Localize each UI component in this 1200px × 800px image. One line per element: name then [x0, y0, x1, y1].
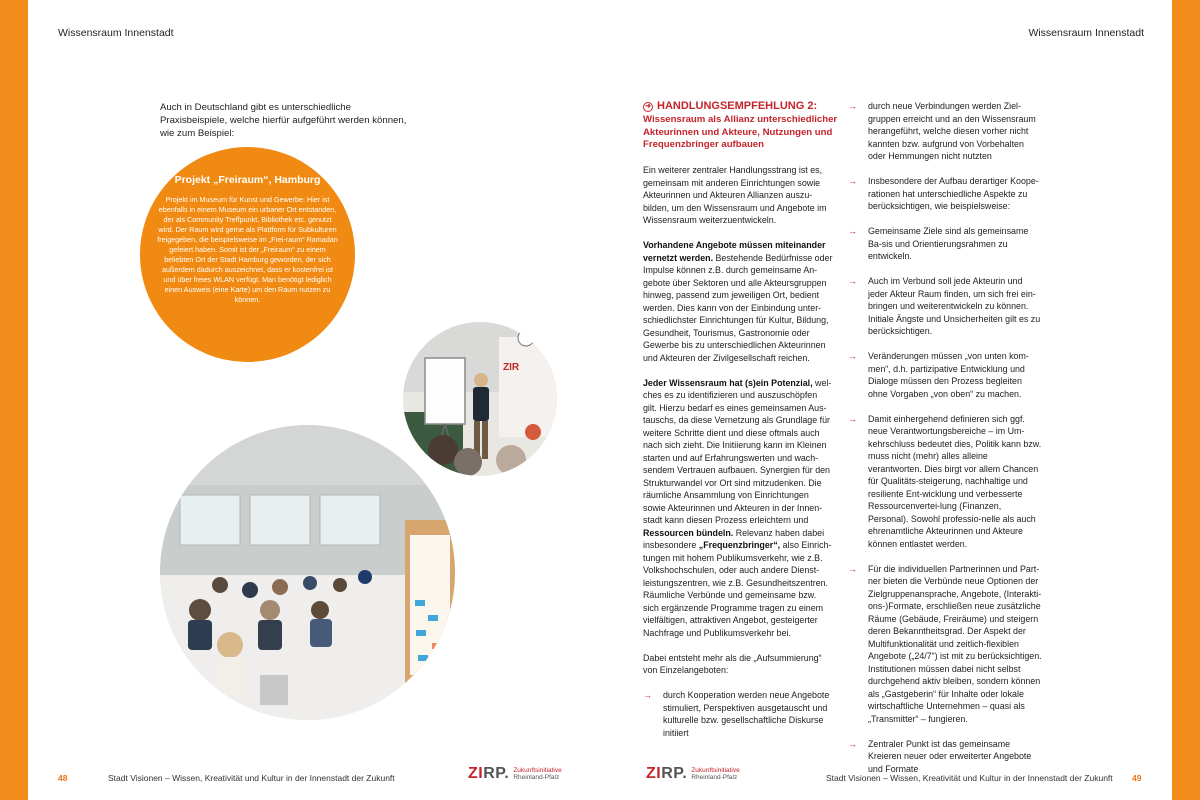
text-column-1: [643, 164, 833, 752]
project-title: Projekt „Freiraum“, Hamburg: [174, 174, 321, 186]
bullet-item: → Damit einhergehend definieren sich ggf. neue Verantwortungsbereiche – im Um-kehrschluss bedeutet dies, Politik kann bzw. muss nicht (mehr) alles alleine verantworten. Dies birgt vor allem Chancen für Qualitäts-steigerung, nachhaltige und resiliente Ent-wicklung und verbesserte Ressourcenvertei-lung (Finanzen, Personal). Sowohl professio-nelle als auch ehrenamtliche Akteurinnen und Akteure können entlastet werden.: [848, 413, 1042, 549]
presentation-photo: [403, 322, 557, 476]
recommendation-subtitle: Wissensraum als Allianz unterschiedlicher Akteurinnen und Akteure, Nutzungen und Frequenzbringer aufbauen: [643, 114, 838, 150]
bullet-item: → Auch im Verbund soll jede Akteurin und jeder Akteur Raum finden, um sich frei ein-bringen und weiterentwickeln zu können. Initiale Ängste und Unsicherheiten gilt es zu berücksichtigen.: [848, 276, 1041, 336]
recommendation-heading: [643, 100, 840, 152]
arrow-circle-icon: ➜: [643, 102, 653, 112]
page-number-left: 48: [58, 773, 68, 783]
intro-text: Auch in Deutschland gibt es unterschiedliche Praxisbeispiele, welche hierfür aufgeführt werden können, wie zum Beispiel:: [160, 102, 407, 139]
bullet-item: → Für die individuellen Partnerinnen und Part-ner bieten die Verbünde neue Optionen der Zielgruppenansprache, Angebote, (Interakti-ons-)Formate, erschließen neue zusätzliche Räume (Gebäude, Freiräume) und steigern deren Bekanntheitsgrad. Der Aspekt der Multifunktionalität und zeitlich-flexiblen Angebote („24/7“) ist mit zu berücksichtigen. Institutionen müssen dabei nicht selbst durchgehend aktiv bleiben, sondern können als „Gastgeberin“ für Inhalte oder lokale wirtschaftliche Unternehmen – quasi als „Transmitter“ – fungieren.: [848, 563, 1042, 724]
project-text: Projekt im Museum für Kunst und Gewerbe: Hier ist ebenfalls in einem Museum ein urbaner Ort entstanden, der als Community Treffpunkt, Bibliothek etc. genutzt wird. Der Raum wird gerne als Plattform für Subkulturen freigegeben, die beispielsweise im „Frei-raum“ Ramadan gefeiert haben. Somit ist der „Freiraum“ zu einem beliebten Ort der Stadt Hamburg geworden, der sich außerdem dadurch auszeichnet, dass er kostenfrei ist und über freies WLAN verfügt. Man benötigt lediglich einen Ausweis (eine Karte) um den Raum nutzen zu können.: [157, 194, 338, 304]
arrow-right-icon: →: [848, 101, 857, 111]
paragraph-2: Vorhandene Angebote müssen miteinander vernetzt werden. Bestehende Bedürfnisse oder Impulse können z.B. durch gemeinsame An-gebote über Sektoren und alle Akteursgruppen hinweg, passend zum jeweiligen Ort, bedient werden. Dies kann von der Einbindung unter-schiedlichster Einrichtungen für Kultur, Bildung, Gesundheit, Tourismus, Gastronomie oder Gewerbe bis zu unterschiedlichen Akteurinnen und Akteuren der Zivilgesellschaft reichen.: [643, 240, 833, 363]
bullet-item: → Zentraler Punkt ist das gemeinsame Kreieren neuer oder erweiterter Angebote und Formate: [848, 738, 1032, 774]
paragraph-3: Jeder Wissensraum hat (s)ein Potenzial, wel-ches es zu identifizieren und auszuschöpfen gilt. Hierzu bedarf es eines gemeinsamen Aus-tauschs, da diese Vernetzung als Grundlage für weitere Schritte dient und diese oftmals auch nach sich zieht. Die Initiierung kann im Kleinen starten und auf Erfahrungswerten und wach-sendem Vertrauen aufbauen. Synergien für den Strukturwandel vor Ort sind mitzudenken. Die räumliche Ansammlung von Einrichtungen sowie Akteurinnen und Akteuren in der Innen-stadt kann diesen Prozess erleichtern und Ressourcen bündeln. Relevanz haben dabei insbesondere „Frequenzbringer“, also Einrich-tungen mit hohem Publikumsverkehr, wie z.B. Volkshochschulen, oder auch andere Dienst-leistungszentren, wie z.B. Gesundheitszentren. Räumliche Verbünde und gemeinsame bzw. sich ergänzende Programme tragen zu einem vielfältigen, attraktiven Angebot, gesteigerter Nachfrage und Publikumsverkehr bei.: [643, 377, 832, 638]
arrow-right-icon: →: [848, 413, 857, 424]
arrow-right-icon: →: [848, 563, 857, 574]
bullet-item: → Insbesondere der Aufbau derartiger Koope-rationen hat unterschiedliche Aspekte zu berücksichtigen, wie beispielsweise:: [848, 176, 1039, 211]
footer-title-right: Stadt Visionen – Wissen, Kreativität und Kultur in der Innenstadt der Zukunft: [826, 773, 1113, 783]
bullet-item: → Gemeinsame Ziele sind als gemeinsame Ba-sis und Orientierungsrahmen zu entwickeln.: [848, 226, 1029, 261]
svg-text:ZIR: ZIR: [503, 362, 520, 373]
arrow-right-icon: →: [848, 738, 857, 749]
bullet-item: → durch neue Verbindungen werden Ziel-gruppen erreicht und an den Wissensraum herangeführt, welche diesen vorher nicht kannten bzw. aufgrund von Vorbehalten oder Hemmungen nicht nutzten: [848, 101, 1036, 161]
arrow-right-icon: →: [848, 176, 857, 186]
zirp-logo-left: ZIRP. Zukunftsinitiative Rheinland-Pfalz: [468, 765, 562, 782]
right-page-edge: [1172, 0, 1200, 800]
project-freiraum-circle: [140, 147, 355, 362]
arrow-right-icon: →: [643, 690, 652, 700]
arrow-right-icon: →: [848, 276, 857, 286]
paragraph-1: Ein weiterer zentraler Handlungsstrang ist es, gemeinsam mit anderen Einrichtungen sowie Akteurinnen und Akteuren Allianzen auszu-bilden, um den Wissensraum und Angebote im Wissensraum weiterzuentwickeln.: [643, 165, 827, 225]
footer-title-left: Stadt Visionen – Wissen, Kreativität und Kultur in der Innenstadt der Zukunft: [108, 773, 395, 783]
running-head-left: Wissensraum Innenstadt: [58, 27, 174, 39]
arrow-right-icon: →: [848, 351, 857, 361]
paragraph-4: Dabei entsteht mehr als die „Aufsummierung“ von Einzelangeboten:: [643, 652, 822, 675]
workshop-photo: [160, 425, 455, 720]
recommendation-title: HANDLUNGSEMPFEHLUNG 2:: [657, 100, 818, 112]
arrow-right-icon: →: [848, 226, 857, 236]
text-column-2: [848, 100, 1044, 788]
left-page-edge: [0, 0, 28, 800]
bullet-item: → Veränderungen müssen „von unten kom-men“, d.h. partizipative Entwicklung und Dialoge müssen den Prozess begleiten ohne Vorgaben „von oben“ zu machen.: [848, 351, 1029, 399]
running-head-right: Wissensraum Innenstadt: [1028, 27, 1144, 39]
page-number-right: 49: [1132, 773, 1142, 783]
bullet-item: → durch Kooperation werden neue Angebote stimuliert, Perspektiven ausgetauscht und kulturelle bzw. gesellschaftliche Diskurse initiiert: [643, 690, 830, 738]
zirp-logo-right: ZIRP. Zukunftsinitiative Rheinland-Pfalz: [646, 765, 740, 782]
